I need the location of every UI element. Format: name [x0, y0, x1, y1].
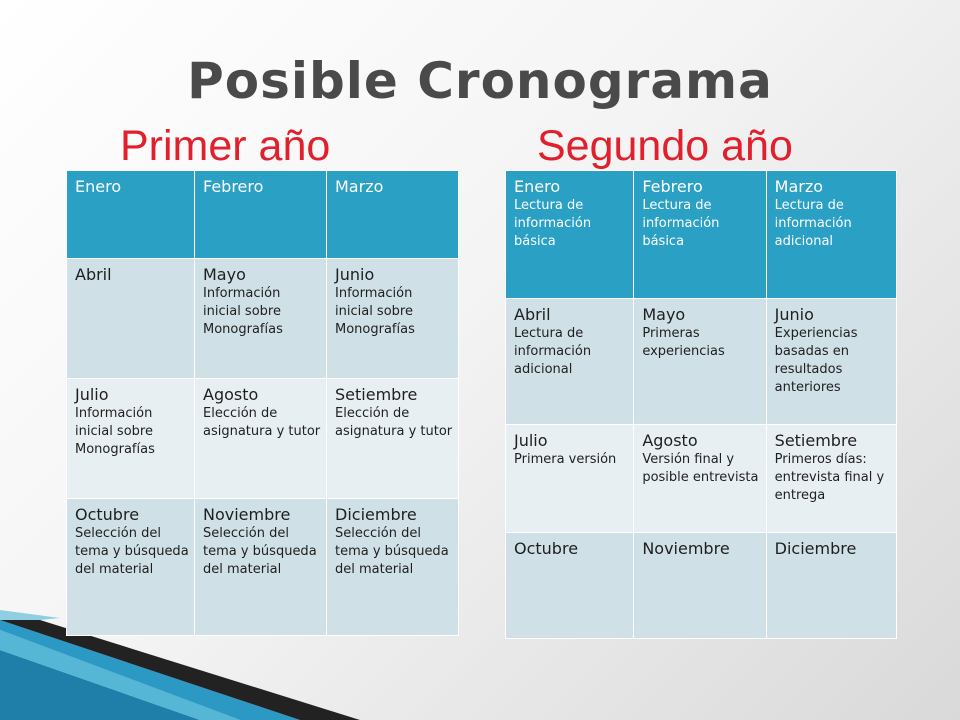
- month-cell: [327, 171, 459, 259]
- month-name: Julio: [75, 385, 109, 404]
- second-year-schedule-table: [505, 170, 897, 639]
- schedule-row: [506, 425, 897, 533]
- page-title: Posible Cronograma: [187, 52, 773, 110]
- schedule-row: [67, 259, 459, 379]
- month-cell: [634, 533, 766, 639]
- month-name: Diciembre: [335, 505, 417, 524]
- month-name: Junio: [335, 265, 375, 284]
- schedule-row: [67, 379, 459, 499]
- schedule-row: [506, 171, 897, 299]
- subtitle-first-year: Primer año: [120, 122, 331, 170]
- month-cell: [195, 171, 327, 259]
- month-cell: [67, 379, 195, 499]
- month-cell: [634, 299, 766, 425]
- schedule-row: [506, 533, 897, 639]
- month-cell: [67, 259, 195, 379]
- month-activity: Elección de asignatura y tutor: [203, 406, 321, 439]
- month-name: Octubre: [514, 539, 579, 558]
- month-name: Agosto: [642, 431, 698, 450]
- month-activity: Selección del tema y búsqueda del material: [335, 526, 449, 577]
- month-name: Junio: [774, 305, 814, 324]
- month-name: Enero: [514, 177, 561, 196]
- month-activity: Información inicial sobre Monografías: [203, 286, 283, 337]
- month-name: Mayo: [642, 305, 686, 324]
- month-name: Febrero: [642, 177, 703, 196]
- schedule-row: [67, 499, 459, 636]
- month-cell: [634, 171, 766, 299]
- month-activity: Selección del tema y búsqueda del material: [75, 526, 189, 577]
- month-cell: [506, 425, 634, 533]
- month-name: Octubre: [75, 505, 140, 524]
- month-cell: [766, 171, 896, 299]
- month-cell: [67, 499, 195, 636]
- month-activity: Primera versión: [514, 452, 617, 467]
- month-cell: [506, 533, 634, 639]
- month-activity: Primeras experiencias: [642, 326, 725, 359]
- month-name: Setiembre: [335, 385, 418, 404]
- month-activity: Lectura de información básica: [514, 198, 592, 249]
- month-cell: [766, 425, 896, 533]
- month-name: Mayo: [203, 265, 246, 284]
- month-name: Noviembre: [642, 539, 730, 558]
- month-name: Marzo: [335, 177, 384, 196]
- month-cell: [634, 425, 766, 533]
- month-cell: [766, 299, 896, 425]
- month-name: Abril: [514, 305, 551, 324]
- month-name: Setiembre: [774, 431, 858, 450]
- month-cell: [327, 379, 459, 499]
- month-activity: Selección del tema y búsqueda del material: [203, 526, 317, 577]
- month-name: Abril: [75, 265, 112, 284]
- month-activity: Lectura de información adicional: [514, 326, 592, 377]
- month-cell: [327, 499, 459, 636]
- month-name: Marzo: [774, 177, 824, 196]
- month-name: Febrero: [203, 177, 264, 196]
- month-cell: [327, 259, 459, 379]
- first-year-schedule-table: [66, 170, 459, 636]
- month-activity: Información inicial sobre Monografías: [335, 286, 415, 337]
- month-cell: [766, 533, 896, 639]
- month-name: Agosto: [203, 385, 259, 404]
- month-activity: Lectura de información adicional: [774, 198, 852, 249]
- month-cell: [195, 259, 327, 379]
- subtitle-second-year: Segundo año: [537, 122, 793, 170]
- month-name: Diciembre: [774, 539, 857, 558]
- month-cell: [195, 379, 327, 499]
- month-cell: [506, 299, 634, 425]
- month-activity: Primeros días: entrevista final y entrega: [774, 452, 885, 503]
- schedule-row: [67, 171, 459, 259]
- month-activity: Lectura de información básica: [642, 198, 720, 249]
- month-activity: Información inicial sobre Monografías: [75, 406, 155, 457]
- month-cell: [506, 171, 634, 299]
- schedule-row: [506, 299, 897, 425]
- month-activity: Elección de asignatura y tutor: [335, 406, 453, 439]
- month-name: Julio: [514, 431, 548, 450]
- month-cell: [67, 171, 195, 259]
- month-name: Noviembre: [203, 505, 291, 524]
- month-activity: Versión final y posible entrevista: [642, 452, 759, 485]
- month-cell: [195, 499, 327, 636]
- month-name: Enero: [75, 177, 122, 196]
- month-activity: Experiencias basadas en resultados anteriores: [774, 326, 858, 395]
